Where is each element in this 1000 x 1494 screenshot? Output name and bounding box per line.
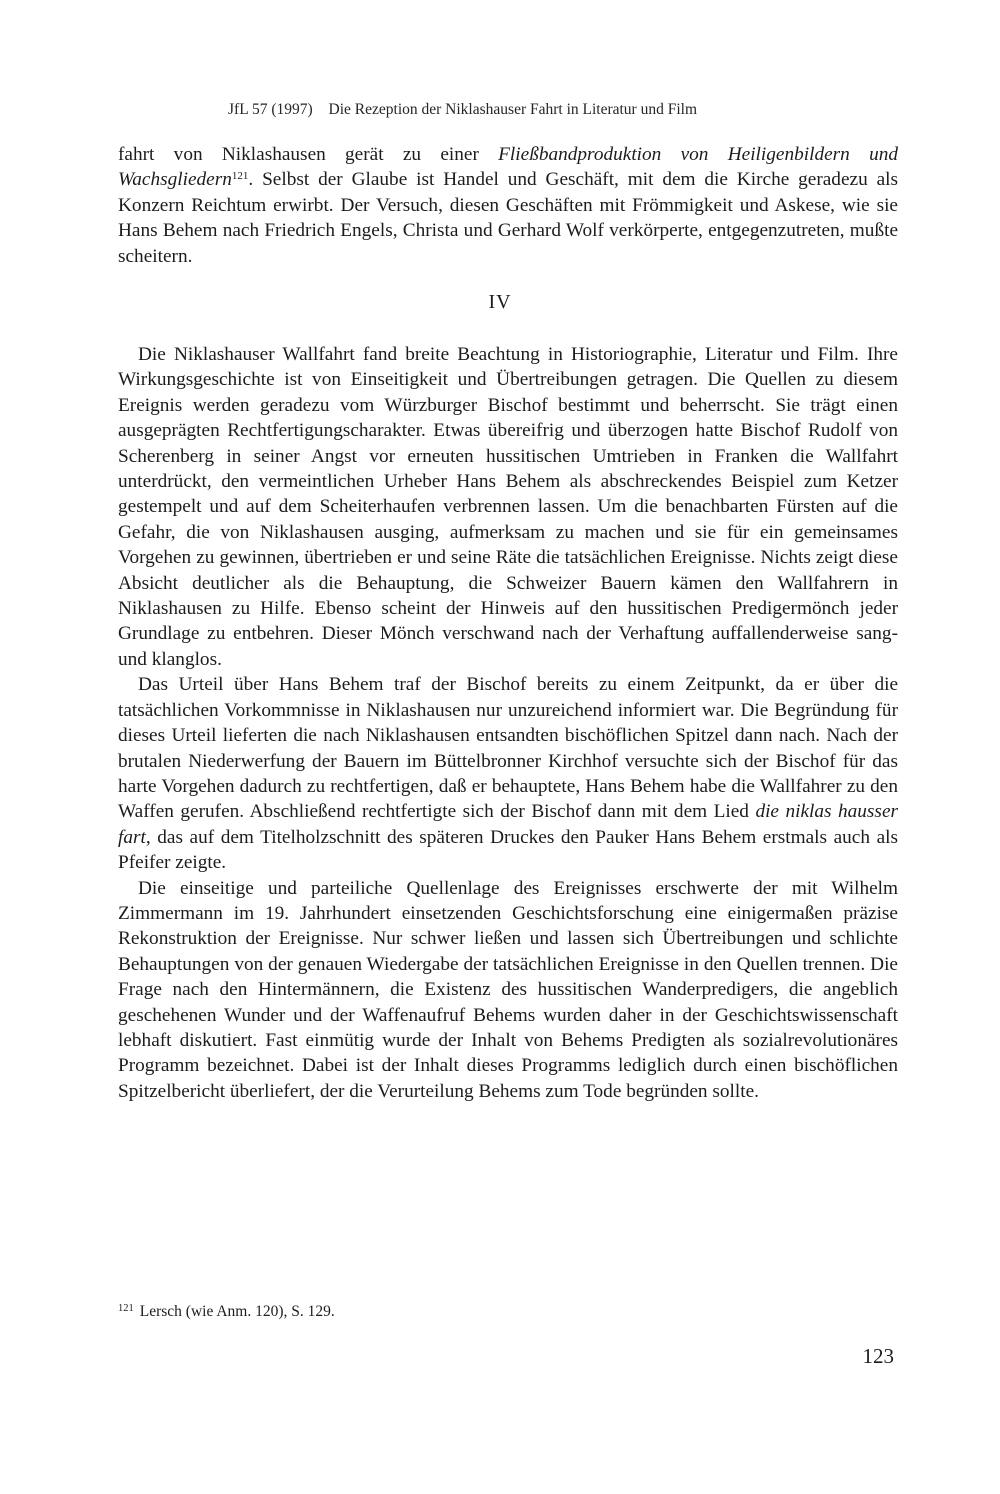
intro-text-end: . Selbst der Glaube ist Handel und Geschäft, mit dem die Kirche geradezu als Konzern Reichtum erwirbt. Der Versuch, diesen Geschäften mit Frömmigkeit und Askese, wie sie Hans Behem nach Friedrich Engels, Christa und Gerhard Wolf verkörperte, entgegenzutreten, mußte scheitern. [118,169,898,267]
section-heading: IV [488,291,512,313]
page-number: 123 [862,1344,894,1368]
intro-text-block [118,142,898,269]
paragraph-3: Die einseitige und parteiliche Quellenlage des Ereignisses erschwerte der mit Wilhelm Zimmermann im 19. Jahrhundert einsetzenden Geschichtsforschung eine einigermaßen präzise Rekonstruktion der Ereignisse. Nur schwer ließen und lassen sich Übertreibungen und schlichte Behauptungen von der genauen Wiedergabe der tatsächlichen Ereignisse in den Quellen trennen. Die Frage nach den Hintermännern, die Existenz des hussitischen Wanderpredigers, die angeblich geschehenen Wunder und der Waffenaufruf Behems wurden daher in der Geschichtswissenschaft lebhaft diskutiert. Fast einmütig wurde der Inhalt von Behems Predigten als sozialrevolutionäres Programm bezeichnet. Dabei ist der Inhalt dieses Programms lediglich durch einen bischöflichen Spitzelbericht überliefert, der die Verurteilung Behems zum Tode begründen sollte. [118,877,898,1102]
intro-text-start: fahrt von Niklashausen gerät zu einer [118,144,499,165]
section-text-block [118,342,898,1104]
intro-italic-quote: Fließbandproduktion von Heiligenbildern und Wachsgliedern [118,144,899,191]
footnote-number: 121 [118,1303,134,1314]
paragraph-2 [118,672,898,875]
paragraph-1: Die Niklashauser Wallfahrt fand breite Beachtung in Historiographie, Literatur und Film. Ihre Wirkungsgeschichte ist von Einseitigkeit und Übertreibungen getragen. Die Quellen zu diesem Ereignis werden geradezu vom Würzburger Bischof bestimmt und beherrscht. Sie trägt einen ausgeprägten Rechtfertigungscharakter. Etwas übereifrig und überzogen hatte Bischof Rudolf von Scherenberg in seiner Angst vor erneuten hussitischen Umtrieben in Franken die Wallfahrt unterdrückt, den vermeintlichen Urheber Hans Behem als abschreckendes Beispiel zum Ketzer gestempelt und auf dem Scheiterhaufen verbrennen lassen. Um die benachbarten Fürsten auf die Gefahr, die von Niklashausen ausging, aufmerksam zu machen und sie für ein gemeinsames Vorgehen zu gewinnen, übertrieben er und seine Räte die tatsächlichen Ereignisse. Nichts zeigt diese Absicht deutlicher als die Behauptung, die Schweizer Bauern kämen den Wallfahrern in Niklashausen zu Hilfe. Ebenso scheint der Hinweis auf den hussitischen Predigermönch jeder Grundlage zu entbehren. Dieser Mönch verschwand nach der Verhaftung auffallenderweise sang- und klanglos. [118,344,898,670]
article-title: Die Rezeption der Niklashauser Fahrt in Literatur und Film [328,101,698,118]
footnote-reference: 121 [231,170,249,183]
footnote-text: Lersch (wie Anm. 120), S. 129. [139,1303,335,1320]
paragraph-2-end: , das auf dem Titelholzschnitt des späteren Druckes den Pauker Hans Behem erstmals auch als Pfeifer zeigte. [118,826,898,874]
intro-paragraph [118,142,898,269]
footnote [118,1303,335,1321]
journal-reference: JfL 57 (1997) [228,101,313,118]
running-header [228,101,697,119]
song-title: die niklas hausser fart [118,801,899,848]
paragraph-2-start: Das Urteil über Hans Behem traf der Bischof bereits zu einem Zeitpunkt, da er über die tatsächlichen Vorkommnisse in Niklashausen nur unzureichend informiert war. Die Begründung für dieses Urteil lieferten die nach Niklashausen entsandten bischöflichen Spitzel dann nach. Nach der brutalen Niederwerfung der Bauern im Büttelbronner Kirchhof versuchte sich der Bischof für das harte Vorgehen dadurch zu rechtfertigen, daß er behauptete, Hans Behem habe die Wallfahrer zu den Waffen gerufen. Abschließend rechtfertigte sich der Bischof dann mit dem Lied [118,674,898,823]
